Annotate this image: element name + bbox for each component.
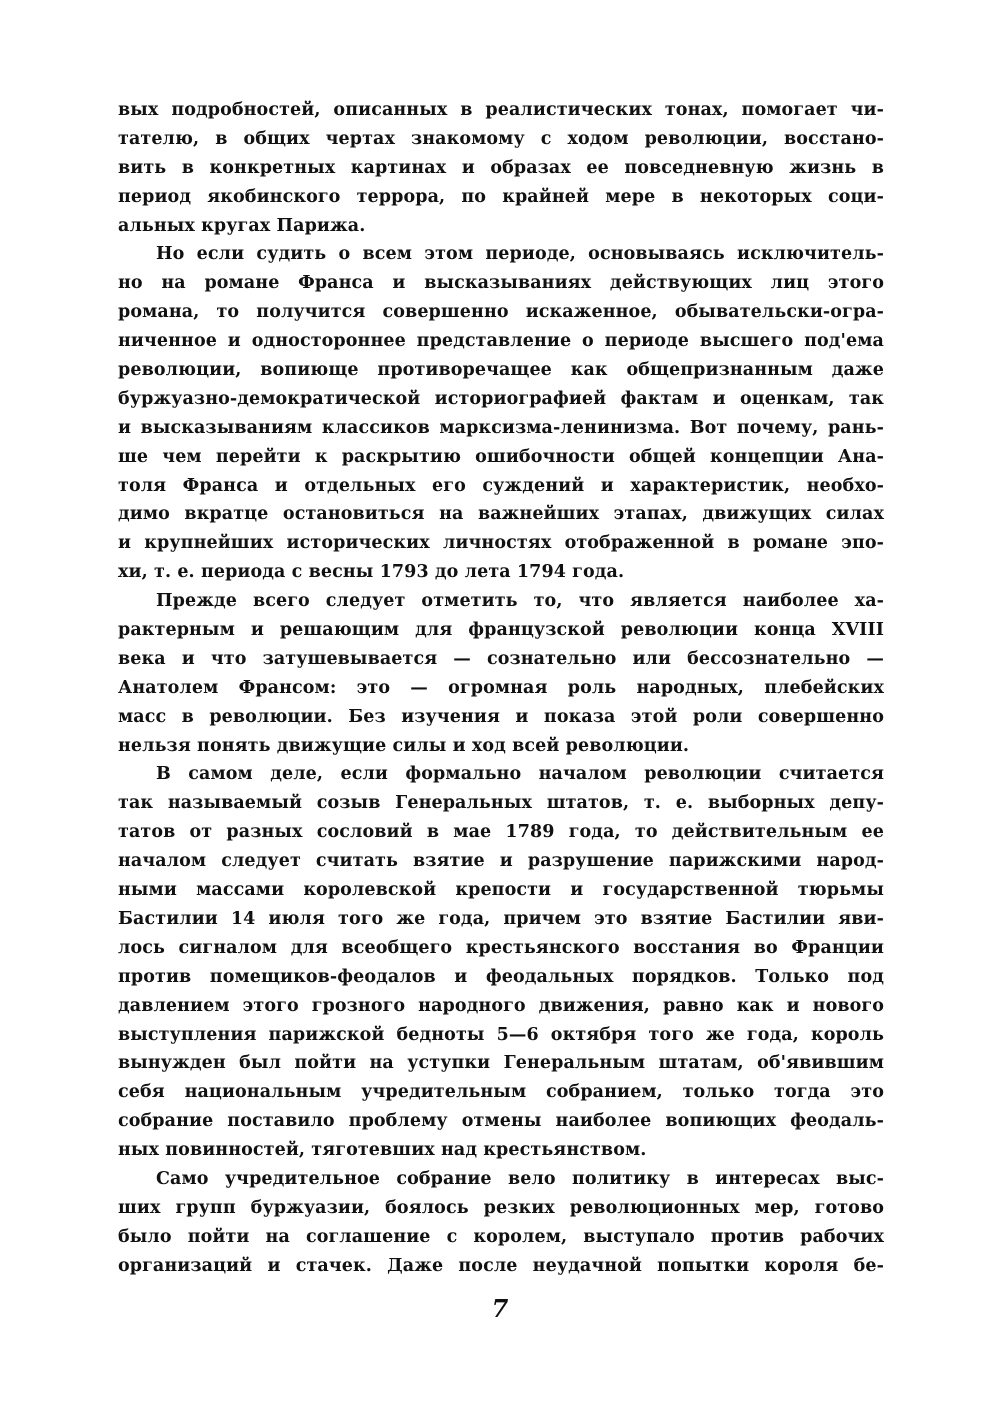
- text-line: нельзя понять движущие силы и ход всей революции.: [118, 735, 690, 756]
- text-line: собрание поставило проблему отмены наиболее вопиющих феодаль-: [118, 1111, 884, 1132]
- text-line: и крупнейших исторических личностях отображенной в романе эпо-: [118, 533, 884, 554]
- text-line: вынужден был пойти на уступки Генеральным штатам, об'явившим: [118, 1053, 884, 1074]
- text-line: Бастилии 14 июля того же года, причем это взятие Бастилии яви-: [118, 908, 884, 929]
- paragraph-5: [118, 1165, 884, 1281]
- text-line: началом следует считать взятие и разрушение парижскими народ-: [118, 851, 884, 872]
- text-line: ными массами королевской крепости и государственной тюрьмы: [118, 880, 884, 901]
- text-line: вить в конкретных картинах и образах ее повседневную жизнь в: [118, 157, 884, 178]
- text-line: ных повинностей, тяготевших над крестьянством.: [118, 1140, 647, 1161]
- text-line: но на романе Франса и высказываниях действующих лиц этого: [118, 273, 884, 294]
- text-line: Анатолем Франсом: это — огромная роль народных, плебейских: [118, 677, 884, 698]
- text-line: себя национальным учредительным собранием, только тогда это: [118, 1082, 884, 1103]
- text-line: века и что затушевывается — сознательно или бессознательно —: [118, 648, 884, 669]
- text-line: масс в революции. Без изучения и показа этой роли совершенно: [118, 706, 884, 727]
- text-line: против помещиков-феодалов и феодальных порядков. Только под: [118, 966, 884, 987]
- text-line: так называемый созыв Генеральных штатов, т. е. выборных депу-: [118, 793, 884, 814]
- text-line: Но если судить о всем этом периоде, основываясь исключитель-: [156, 244, 884, 265]
- text-line: и высказываниям классиков марксизма-ленинизма. Вот почему, рань-: [118, 417, 884, 438]
- text-line: рактерным и решающим для французской революции конца XVIII: [118, 620, 884, 641]
- paragraph-3: [118, 587, 884, 760]
- page-number: 7: [491, 1294, 509, 1323]
- paragraph-1: [118, 96, 884, 240]
- text-line: период якобинского террора, по крайней мере в некоторых соци-: [118, 186, 884, 207]
- text-line: альных кругах Парижа.: [118, 215, 366, 236]
- text-line: Само учредительное собрание вело политику в интересах выс-: [156, 1168, 884, 1189]
- page-body: [118, 96, 884, 1281]
- text-line: лось сигналом для всеобщего крестьянского восстания во Франции: [118, 937, 884, 958]
- text-line: хи, т. е. периода с весны 1793 до лета 1794 года.: [118, 562, 625, 583]
- paragraph-2: [118, 240, 884, 587]
- text-line: татов от разных сословий в мае 1789 года, то действительным ее: [118, 822, 884, 843]
- text-line: революции, вопиюще противоречащее как общепризнанным даже: [118, 360, 884, 381]
- text-line: организаций и стачек. Даже после неудачной попытки короля бе-: [118, 1255, 884, 1276]
- text-line: вых подробностей, описанных в реалистических тонах, помогает чи-: [118, 100, 884, 120]
- text-line: димо вкратце остановиться на важнейших этапах, движущих силах: [118, 504, 884, 525]
- text-line: тателю, в общих чертах знакомому с ходом революции, восстано-: [118, 128, 884, 149]
- text-line: было пойти на соглашение с королем, выступало против рабочих: [118, 1226, 884, 1247]
- text-line: буржуазно-демократической историографией фактам и оценкам, так: [118, 388, 884, 409]
- text-line: ше чем перейти к раскрытию ошибочности общей концепции Ана-: [118, 446, 884, 467]
- text-line: В самом деле, если формально началом революции считается: [156, 764, 884, 785]
- paragraph-4: [118, 760, 884, 1164]
- text-line: выступления парижской бедноты 5—6 октября того же года, король: [118, 1024, 884, 1045]
- text-line: толя Франса и отдельных его суждений и характеристик, необхо-: [118, 475, 884, 496]
- text-line: романа, то получится совершенно искаженное, обывательски-огра-: [118, 302, 884, 323]
- text-line: Прежде всего следует отметить то, что является наиболее ха-: [156, 591, 884, 612]
- text-line: давлением этого грозного народного движения, равно как и нового: [118, 995, 884, 1016]
- text-line: ших групп буржуазии, боялось резких революционных мер, готово: [118, 1197, 884, 1218]
- text-line: ниченное и одностороннее представление о периоде высшего под'ема: [118, 331, 884, 352]
